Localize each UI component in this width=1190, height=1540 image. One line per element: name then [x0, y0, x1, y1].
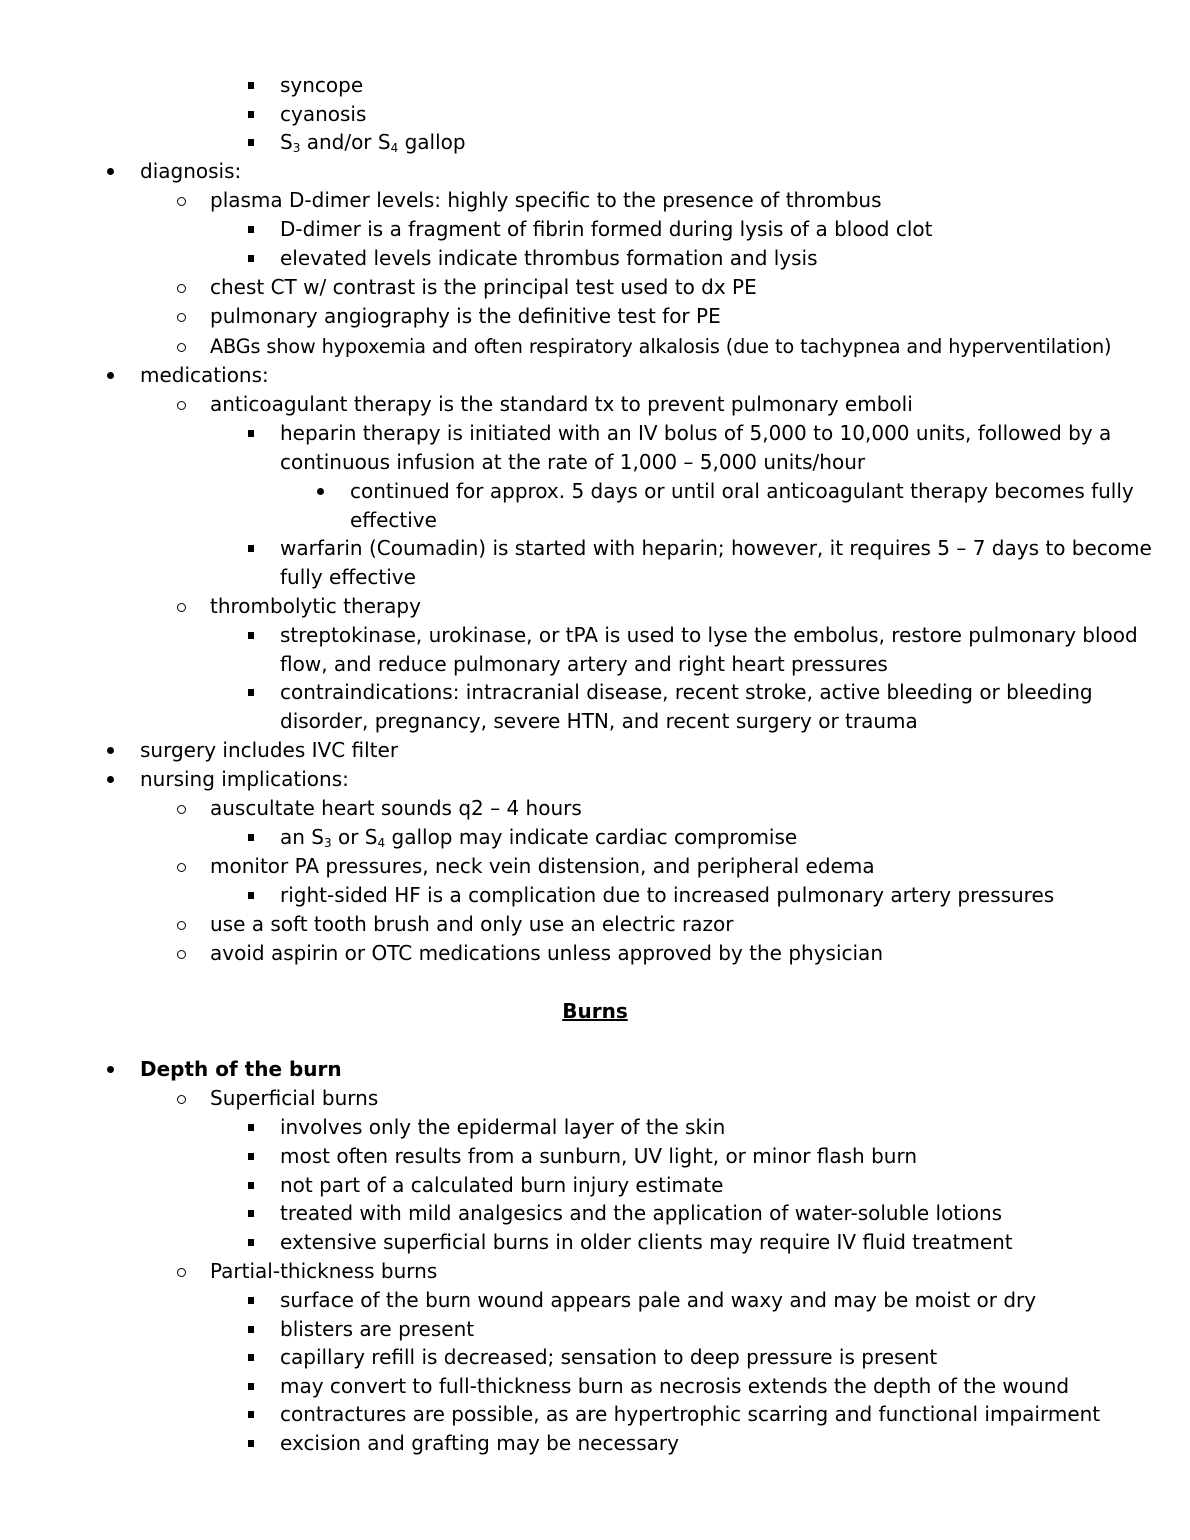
list-item: most often results from a sunburn, UV light, or minor flash burn	[280, 1144, 918, 1168]
square-bullet-icon	[248, 1429, 260, 1458]
square-bullet-icon	[248, 100, 260, 129]
square-bullet-icon	[248, 419, 260, 448]
circle-bullet-icon	[177, 592, 189, 621]
list-item-continuation: fully effective	[280, 565, 416, 589]
list-item: not part of a calculated burn injury estimate	[280, 1173, 724, 1197]
square-bullet-icon	[248, 71, 260, 100]
list-item: $S_3$ and/or $S_4$ gallop	[280, 130, 466, 155]
square-bullet-icon	[248, 534, 260, 563]
list-item: thrombolytic therapy	[210, 594, 421, 618]
disc-bullet-icon	[107, 157, 119, 186]
section-label-medications: medications:	[140, 363, 269, 387]
square-bullet-icon	[248, 215, 260, 244]
square-bullet-icon	[248, 678, 260, 707]
list-item: extensive superficial burns in older clients may require IV fluid treatment	[280, 1230, 1013, 1254]
list-item: cyanosis	[280, 102, 367, 126]
list-item: chest CT w/ contrast is the principal test used to dx PE	[210, 275, 757, 299]
circle-bullet-icon	[177, 186, 189, 215]
list-item: surface of the burn wound appears pale and waxy and may be moist or dry	[280, 1288, 1037, 1312]
square-bullet-icon	[248, 128, 260, 157]
square-bullet-icon	[248, 1400, 260, 1429]
list-item: treated with mild analgesics and the application of water-soluble lotions	[280, 1201, 1003, 1225]
square-bullet-icon	[248, 1142, 260, 1171]
list-item: auscultate heart sounds q2 – 4 hours	[210, 796, 582, 820]
list-item: anticoagulant therapy is the standard tx to prevent pulmonary emboli	[210, 392, 913, 416]
square-bullet-icon	[248, 1171, 260, 1200]
list-item: Partial-thickness burns	[210, 1259, 438, 1283]
disc-bullet-icon	[107, 361, 119, 390]
circle-bullet-icon	[177, 332, 189, 361]
list-item: excision and grafting may be necessary	[280, 1431, 679, 1455]
disc-bullet-icon	[107, 736, 119, 765]
section-label-diagnosis: diagnosis:	[140, 159, 242, 183]
circle-bullet-icon	[177, 794, 189, 823]
list-item: plasma D-dimer levels: highly specific to the presence of thrombus	[210, 188, 882, 212]
square-bullet-icon	[248, 1113, 260, 1142]
circle-bullet-icon	[177, 302, 189, 331]
circle-bullet-icon	[177, 390, 189, 419]
list-item-continuation: disorder, pregnancy, severe HTN, and recent surgery or trauma	[280, 709, 918, 733]
square-bullet-icon	[248, 244, 260, 273]
list-item: avoid aspirin or OTC medications unless approved by the physician	[210, 941, 883, 965]
square-bullet-icon	[248, 1286, 260, 1315]
square-bullet-icon	[248, 1199, 260, 1228]
circle-bullet-icon	[177, 273, 189, 302]
list-item: contraindications: intracranial disease, recent stroke, active bleeding or bleeding	[280, 680, 1093, 704]
list-item: continued for approx. 5 days or until oral anticoagulant therapy becomes fully	[350, 479, 1134, 503]
list-item: elevated levels indicate thrombus formation and lysis	[280, 246, 818, 270]
list-item: D-dimer is a fragment of fibrin formed during lysis of a blood clot	[280, 217, 933, 241]
list-item: use a soft tooth brush and only use an electric razor	[210, 912, 734, 936]
list-item: syncope	[280, 73, 364, 97]
disc-bullet-icon	[107, 1055, 119, 1084]
square-bullet-icon	[248, 1343, 260, 1372]
square-bullet-icon	[248, 1228, 260, 1257]
subheading-depth: Depth of the burn	[140, 1057, 342, 1081]
list-item-continuation: flow, and reduce pulmonary artery and right heart pressures	[280, 652, 888, 676]
square-bullet-icon	[248, 881, 260, 910]
square-bullet-icon	[248, 1372, 260, 1401]
list-item: ABGs show hypoxemia and often respiratory alkalosis (due to tachypnea and hyperventilation)	[210, 335, 1112, 358]
section-label-nursing: nursing implications:	[140, 767, 349, 791]
list-item: blisters are present	[280, 1317, 475, 1341]
circle-bullet-icon	[177, 939, 189, 968]
list-item-continuation: effective	[350, 508, 437, 532]
list-item: streptokinase, urokinase, or tPA is used to lyse the embolus, restore pulmonary blood	[280, 623, 1138, 647]
section-heading-burns: Burns	[562, 999, 628, 1023]
list-item: involves only the epidermal layer of the skin	[280, 1115, 726, 1139]
circle-bullet-icon	[177, 1084, 189, 1113]
list-item: an $S_3$ or $S_4$ gallop may indicate cardiac compromise	[280, 825, 798, 850]
list-item: warfarin (Coumadin) is started with heparin; however, it requires 5 – 7 days to become	[280, 536, 1152, 560]
square-bullet-icon	[248, 823, 260, 852]
list-item: Superficial burns	[210, 1086, 379, 1110]
square-bullet-icon	[248, 621, 260, 650]
circle-bullet-icon	[177, 852, 189, 881]
list-item: contractures are possible, as are hypertrophic scarring and functional impairment	[280, 1402, 1101, 1426]
list-item: monitor PA pressures, neck vein distension, and peripheral edema	[210, 854, 875, 878]
list-item: may convert to full-thickness burn as necrosis extends the depth of the wound	[280, 1374, 1070, 1398]
disc-bullet-icon	[107, 765, 119, 794]
list-item: heparin therapy is initiated with an IV bolus of 5,000 to 10,000 units, followed by a	[280, 421, 1112, 445]
list-item-continuation: continuous infusion at the rate of 1,000 – 5,000 units/hour	[280, 450, 866, 474]
disc-bullet-icon	[317, 477, 329, 506]
list-item: right-sided HF is a complication due to increased pulmonary artery pressures	[280, 883, 1055, 907]
list-item: pulmonary angiography is the definitive test for PE	[210, 304, 721, 328]
square-bullet-icon	[248, 1315, 260, 1344]
list-item: surgery includes IVC filter	[140, 738, 399, 762]
circle-bullet-icon	[177, 1257, 189, 1286]
list-item: capillary refill is decreased; sensation to deep pressure is present	[280, 1345, 938, 1369]
circle-bullet-icon	[177, 910, 189, 939]
